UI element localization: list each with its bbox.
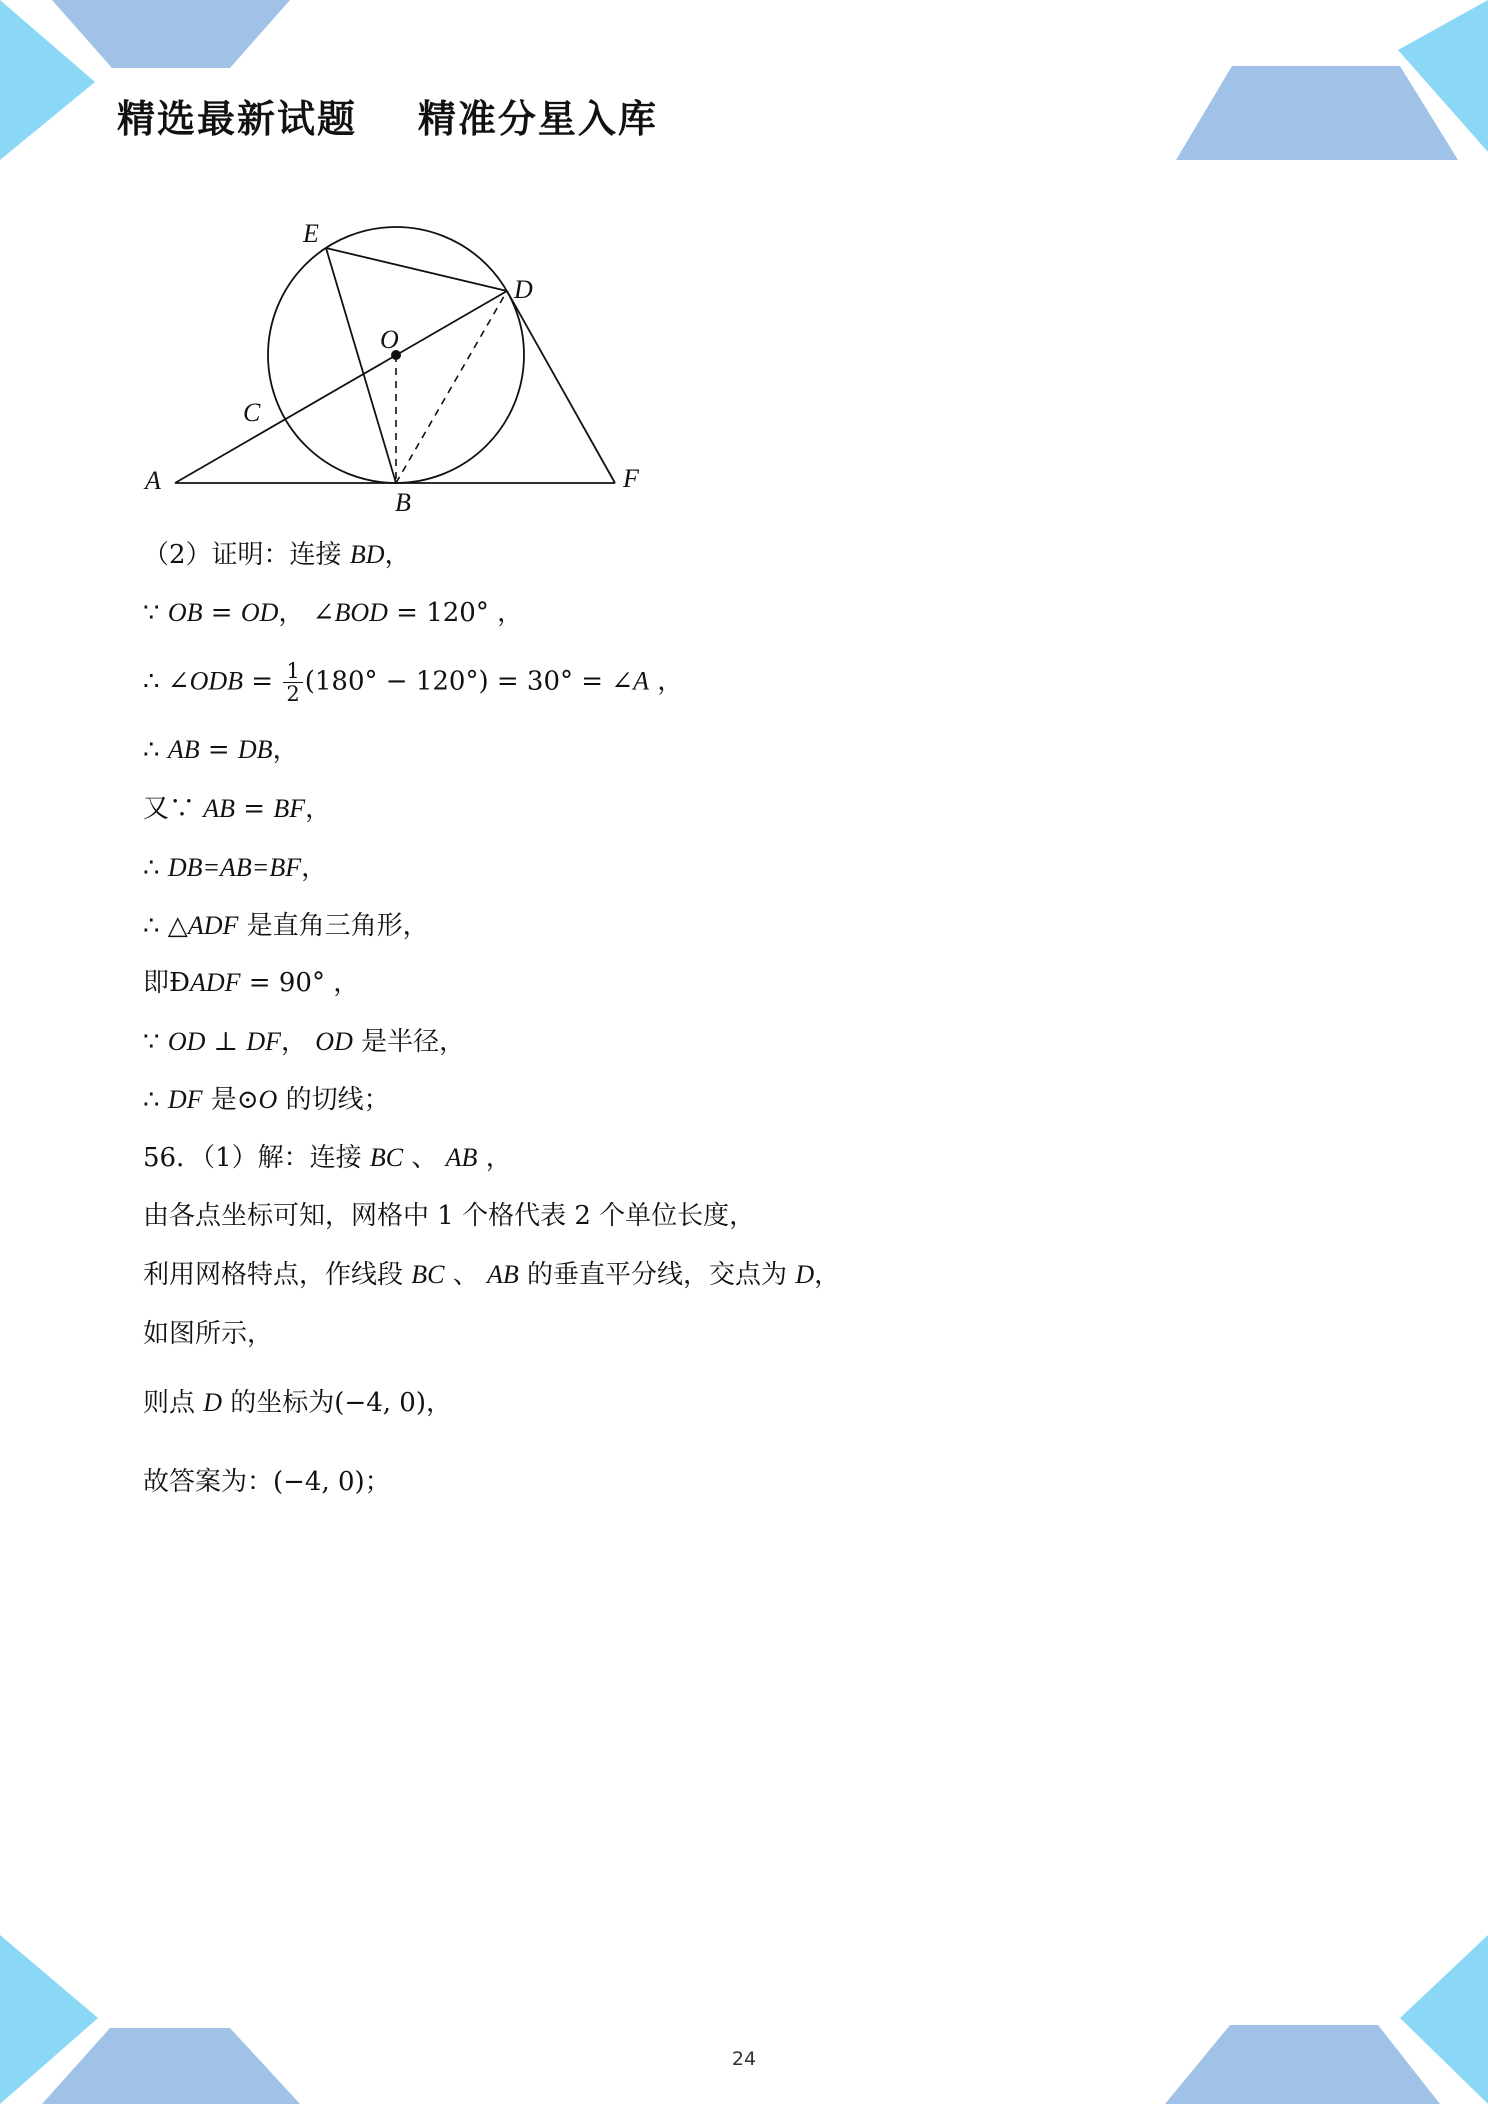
proof-line-5: 又∵ AB = BF， — [143, 794, 332, 824]
label-e: E — [303, 219, 319, 248]
label-a: A — [145, 466, 161, 495]
segment-df — [507, 291, 615, 483]
top-right-trapezoid — [1176, 66, 1458, 160]
proof-line-2: ∵ OB = OD， ∠BOD = 120° ， — [143, 598, 524, 628]
proof-line-6: ∴ DB=AB=BF， — [143, 853, 328, 883]
label-f: F — [623, 464, 639, 493]
segment-bd-dashed — [396, 291, 507, 483]
proof-line-10: ∴ DF 是⊙O 的切线； — [143, 1085, 390, 1115]
proof-line-9: ∵ OD ⊥ DF， OD 是半径， — [143, 1027, 466, 1057]
q56-line-2: 由各点坐标可知，网格中 1 个格代表 2 个单位长度， — [143, 1201, 756, 1231]
q56-line-6: 故答案为：(−4, 0)； — [143, 1467, 391, 1497]
header-title: 精选最新试题 精准分星入库 — [117, 97, 658, 141]
q56-line-5: 则点 D 的坐标为(−4, 0)， — [143, 1388, 452, 1418]
page-number: 24 — [731, 2048, 757, 2070]
q56-line-1: 56．（1）解：连接 BC 、 AB ， — [143, 1143, 512, 1173]
proof-line-3: ∴ ∠ODB = $\frac{1}{2}$ (180° − 120°) = 30° = ∠A ， — [143, 659, 684, 706]
q56-line-4: 如图所示， — [143, 1319, 274, 1349]
fraction-one-half: $\frac{1}{2}$ — [283, 660, 302, 705]
top-left-trapezoid — [52, 0, 290, 68]
q56-line-3: 利用网格特点，作线段 BC 、 AB 的垂直平分线，交点为 D， — [143, 1260, 841, 1290]
proof-line-8: 即ÐADF = 90° ， — [143, 968, 360, 998]
proof-line-7: ∴ △ADF 是直角三角形， — [143, 911, 429, 941]
segment-ad — [175, 291, 507, 483]
proof-line-4: ∴ AB = DB， — [143, 735, 299, 765]
label-c: C — [243, 398, 261, 427]
label-b: B — [395, 488, 411, 517]
segment-ed — [326, 248, 507, 291]
proof-line-1: （2）证明：连接 BD， — [143, 540, 411, 570]
label-d: D — [514, 275, 533, 304]
segment-eb — [326, 248, 396, 483]
geometry-figure — [130, 205, 670, 525]
label-o: O — [380, 325, 399, 354]
